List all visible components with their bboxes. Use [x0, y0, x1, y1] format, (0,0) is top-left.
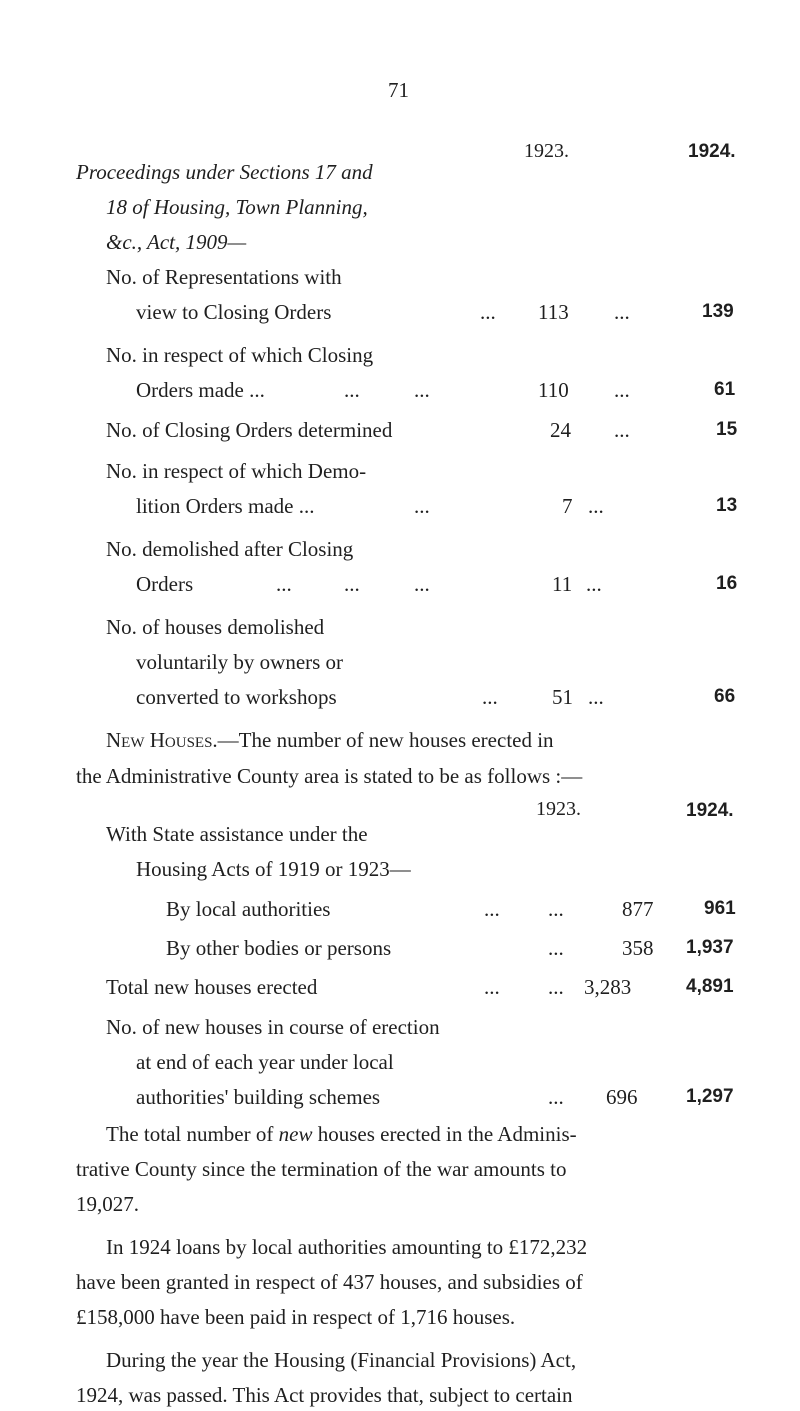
table1-header-1924: 1924. [688, 141, 736, 162]
table2-row-label: No. of new houses in course of erection [106, 1015, 440, 1039]
table1-value-1923: 110 [538, 378, 569, 402]
table2-row-label: By local authorities [166, 897, 331, 921]
paragraph-emphasis: new [278, 1122, 313, 1146]
table2-row-label: Total new houses erected [106, 975, 318, 999]
paragraph-line: £158,000 have been paid in respect of 1,716 houses. [76, 1305, 516, 1329]
dot-leader: ... [484, 897, 500, 921]
table2-value-1924: 4,891 [686, 976, 734, 997]
new-houses-text-line: the Administrative County area is stated to be as follows :— [76, 764, 583, 788]
table2-heading-line: With State assistance under the [106, 822, 368, 846]
dot-leader: ... [614, 300, 630, 324]
new-houses-text: .—The number of new houses erected in [212, 728, 554, 752]
table2-value-1923: 696 [606, 1085, 638, 1109]
dot-leader: ... [548, 975, 564, 999]
table1-row-label: No. of Closing Orders determined [106, 418, 393, 442]
paragraph-line: have been granted in respect of 437 houses, and subsidies of [76, 1270, 583, 1294]
dot-leader: ... [548, 897, 564, 921]
dot-leader: ... [588, 494, 604, 518]
table2-heading-line: Housing Acts of 1919 or 1923— [136, 857, 411, 881]
dot-leader: ... [548, 1085, 564, 1109]
paragraph-line: During the year the Housing (Financial Provisions) Act, [106, 1348, 577, 1372]
table1-row-label: No. demolished after Closing [106, 537, 354, 561]
table1-row-label: Orders [136, 572, 194, 596]
table2-row-label: By other bodies or persons [166, 936, 392, 960]
paragraph-line: 1924, was passed. This Act provides that, subject to certain [76, 1383, 573, 1407]
table1-row-label: No. of houses demolished [106, 615, 325, 639]
table1-value-1923: 24 [550, 418, 571, 442]
dot-leader: ... [480, 300, 496, 324]
new-houses-paragraph [106, 728, 554, 753]
table2-value-1923: 3,283 [584, 975, 632, 999]
dot-leader: ... [414, 378, 430, 402]
table1-row-label: No. of Representations with [106, 265, 342, 289]
dot-leader: ... [414, 572, 430, 596]
dot-leader: ... [484, 975, 500, 999]
table1-value-1924: 61 [714, 379, 736, 400]
dot-leader: ... [344, 572, 360, 596]
dot-leader: ... [548, 936, 564, 960]
dot-leader: ... [588, 685, 604, 709]
table1-row-label: view to Closing Orders [136, 300, 332, 324]
page-number: 71 [388, 78, 409, 102]
table2-value-1924: 1,937 [686, 937, 734, 958]
table2-value-1924: 1,297 [686, 1086, 734, 1107]
table1-value-1924: 16 [716, 573, 738, 594]
paragraph-line: trative County since the termination of the war amounts to [76, 1157, 567, 1181]
table2-row-label: authorities' building schemes [136, 1085, 381, 1109]
paragraph-line: In 1924 loans by local authorities amounting to £172,232 [106, 1235, 588, 1259]
table2-header-1924: 1924. [686, 800, 734, 821]
table1-row-label: voluntarily by owners or [136, 650, 344, 674]
table1-value-1923: 113 [538, 300, 569, 324]
paragraph-text: The total number of [106, 1122, 279, 1146]
dot-leader: ... [414, 494, 430, 518]
table1-header-1923: 1923. [524, 140, 569, 162]
table1-row-label: lition Orders made ... [136, 494, 315, 518]
table1-value-1923: 7 [562, 494, 573, 518]
table1-heading-line: 18 of Housing, Town Planning, [106, 195, 368, 219]
table1-value-1924: 66 [714, 686, 736, 707]
paragraph-text: houses erected in the Adminis- [312, 1122, 577, 1146]
dot-leader: ... [614, 378, 630, 402]
paragraph-line [106, 1122, 577, 1147]
table1-value-1924: 139 [702, 301, 734, 322]
table1-heading-line: Proceedings under Sections 17 and [76, 160, 373, 184]
table2-row-label: at end of each year under local [136, 1050, 394, 1074]
dot-leader: ... [482, 685, 498, 709]
dot-leader: ... [344, 378, 360, 402]
table1-value-1923: 51 [552, 685, 573, 709]
table2-value-1923: 877 [622, 897, 654, 921]
new-houses-heading: New Houses [106, 728, 213, 752]
dot-leader: ... [614, 418, 630, 442]
table1-value-1924: 15 [716, 419, 738, 440]
table2-header-1923: 1923. [536, 798, 581, 820]
table1-value-1923: 11 [552, 572, 573, 596]
table1-value-1924: 13 [716, 495, 738, 516]
dot-leader: ... [586, 572, 602, 596]
table2-value-1923: 358 [622, 936, 654, 960]
table1-row-label: No. in respect of which Demo- [106, 459, 367, 483]
table1-heading-line: &c., Act, 1909— [106, 230, 247, 254]
paragraph-line: 19,027. [76, 1192, 139, 1216]
table1-row-label: No. in respect of which Closing [106, 343, 374, 367]
dot-leader: ... [276, 572, 292, 596]
table1-row-label: Orders made ... [136, 378, 265, 402]
table2-value-1924: 961 [704, 898, 736, 919]
table1-row-label: converted to workshops [136, 685, 337, 709]
